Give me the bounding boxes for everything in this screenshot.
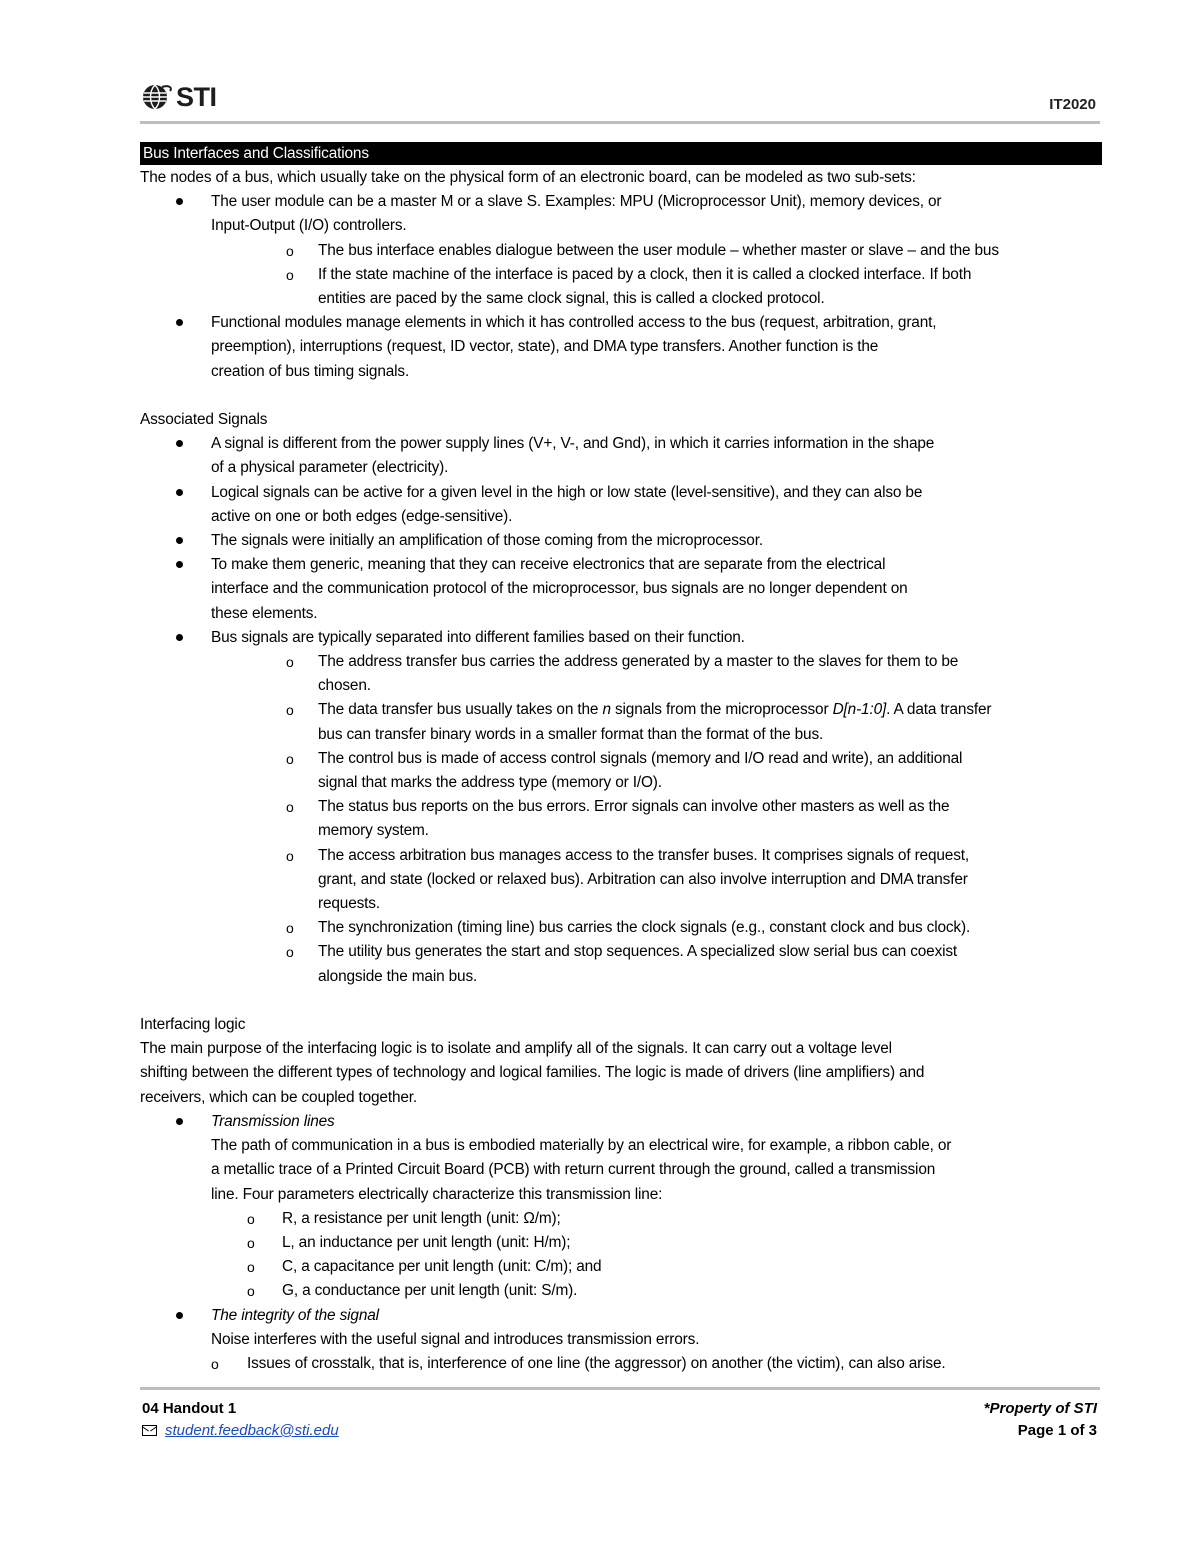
list-item	[140, 529, 1102, 553]
sub-list-item-text: chosen.	[318, 677, 371, 695]
course-code: IT2020	[1049, 96, 1096, 113]
list-item-text: line. Four parameters electrically characterize this transmission line:	[211, 1185, 663, 1203]
list-item	[140, 553, 1102, 626]
section-heading-bus-interfaces: Bus Interfaces and Classifications	[140, 142, 1102, 165]
page-header	[140, 80, 1100, 124]
sub-list-item	[211, 698, 1102, 746]
sub-list-item	[211, 1207, 1102, 1231]
hollow-bullet-icon: o	[286, 654, 294, 671]
list-item	[140, 481, 1102, 529]
list-item	[140, 1110, 1102, 1304]
bullet-icon	[176, 537, 183, 544]
sub-list-item-text: The address transfer bus carries the address generated by a master to the slaves for them to be	[318, 653, 959, 671]
footer-right	[984, 1398, 1097, 1442]
hollow-bullet-icon: o	[286, 266, 294, 283]
list-item-text: The user module can be a master M or a slave S. Examples: MPU (Microprocessor Unit), memory devices, or	[211, 193, 942, 211]
sub-list-item	[211, 940, 1102, 988]
hollow-bullet-icon: o	[247, 1210, 255, 1227]
list-item-text: interface and the communication protocol of the microprocessor, bus signals are no longer dependent on	[211, 580, 908, 598]
hollow-bullet-icon: o	[247, 1259, 255, 1276]
sub-list-item	[211, 747, 1102, 795]
handout-label: 04 Handout 1	[142, 1400, 237, 1417]
list-item-text: Functional modules manage elements in which it has controlled access to the bus (request, arbitration, grant,	[211, 314, 937, 332]
feedback-email-link[interactable]: student.feedback@sti.edu	[165, 1422, 339, 1439]
list-item-title: The integrity of the signal	[211, 1306, 379, 1324]
list-item	[140, 311, 1102, 384]
list-item-title: Transmission lines	[211, 1112, 335, 1130]
sub-list-item-text: memory system.	[318, 822, 429, 840]
sub-list-item	[211, 916, 1102, 940]
list-item-text: active on one or both edges (edge-sensitive).	[211, 507, 513, 525]
paragraph-line: shifting between the different types of technology and logical families. The logic is made of drivers (line amplifiers) and	[140, 1064, 925, 1082]
paragraph-line: receivers, which can be coupled together.	[140, 1088, 418, 1106]
sub-list-item-text: alongside the main bus.	[318, 967, 478, 985]
list-item-text: A signal is different from the power supply lines (V+, V-, and Gnd), in which it carries information in the shape	[211, 435, 935, 453]
sub-list-item	[211, 263, 1102, 311]
hollow-bullet-icon: o	[247, 1283, 255, 1300]
hollow-bullet-icon: o	[286, 920, 294, 937]
list-item-text: Noise interferes with the useful signal and introduces transmission errors.	[211, 1330, 700, 1348]
sub-list-item-text: bus can transfer binary words in a smaller format than the format of the bus.	[318, 725, 824, 743]
sub-list-item	[211, 1279, 1102, 1303]
list-item-text: Bus signals are typically separated into different families based on their function.	[211, 628, 745, 646]
sub-list-item-text: The control bus is made of access control signals (memory and I/O read and write), an additional	[318, 749, 963, 767]
sub-list-item	[211, 844, 1102, 917]
sub-list-item	[211, 1352, 1102, 1376]
sub-list-item	[211, 1255, 1102, 1279]
sub-list-item	[211, 795, 1102, 843]
section-heading-interfacing-logic: Interfacing logic	[140, 1016, 246, 1034]
bullet-icon	[176, 1118, 183, 1125]
sub-list-item	[211, 650, 1102, 698]
sub-list-item-text: R, a resistance per unit length (unit: Ω/m);	[282, 1209, 561, 1227]
sub-list-item	[211, 239, 1102, 263]
bullet-icon	[176, 489, 183, 496]
bullet-icon	[176, 561, 183, 568]
logo-text: STI	[176, 82, 217, 112]
sub-list-item-text: entities are paced by the same clock signal, this is called a clocked protocol.	[318, 290, 825, 308]
sub-list-item-text: The status bus reports on the bus errors. Error signals can involve other masters as well as the	[318, 798, 950, 816]
list-item-text: these elements.	[211, 604, 318, 622]
bullet-icon	[176, 634, 183, 641]
hollow-bullet-icon: o	[211, 1355, 219, 1372]
section1-list	[140, 190, 1102, 384]
document-body	[140, 142, 1102, 1376]
list-item-text: preemption), interruptions (request, ID vector, state), and DMA type transfers. Another function is the	[211, 338, 879, 356]
page-number: Page 1 of 3	[1017, 1422, 1097, 1439]
list-item-text: Input-Output (I/O) controllers.	[211, 217, 407, 235]
sub-list-item-text: The bus interface enables dialogue between the user module – whether master or slave – and the bus	[318, 241, 999, 259]
sti-logo	[140, 82, 217, 112]
list-item	[140, 190, 1102, 311]
hollow-bullet-icon: o	[286, 944, 294, 961]
sub-list-item-text: The synchronization (timing line) bus carries the clock signals (e.g., constant clock and bus clock).	[318, 919, 971, 937]
section3-list	[140, 1110, 1102, 1376]
section2-list	[140, 432, 1102, 989]
list-item	[140, 1304, 1102, 1377]
sub-list-item-text: Issues of crosstalk, that is, interference of one line (the aggressor) on another (the victim), can also arise.	[247, 1354, 946, 1372]
hollow-bullet-icon: o	[286, 702, 294, 719]
sub-list-item-text: C, a capacitance per unit length (unit: C/m); and	[282, 1258, 602, 1276]
bullet-icon	[176, 1312, 183, 1319]
hollow-bullet-icon: o	[286, 242, 294, 259]
footer-rule	[140, 1387, 1100, 1390]
list-item-text: creation of bus timing signals.	[211, 362, 410, 380]
sub-list-item-text: G, a conductance per unit length (unit: S/m).	[282, 1282, 578, 1300]
sub-list-item-text: The utility bus generates the start and stop sequences. A specialized slow serial bus can coexist	[318, 943, 958, 961]
hollow-bullet-icon: o	[247, 1234, 255, 1251]
sub-list-item-text: The access arbitration bus manages access to the transfer buses. It comprises signals of request,	[318, 846, 969, 864]
bullet-icon	[176, 440, 183, 447]
section1-intro: The nodes of a bus, which usually take on the physical form of an electronic board, can be modeled as two sub-sets:	[140, 169, 916, 186]
paragraph-line: The main purpose of the interfacing logic is to isolate and amplify all of the signals. It can carry out a voltage level	[140, 1040, 892, 1058]
list-item-text: The signals were initially an amplification of those coming from the microprocessor.	[211, 532, 763, 550]
hollow-bullet-icon: o	[286, 847, 294, 864]
list-item	[140, 626, 1102, 989]
list-item-text: Logical signals can be active for a given level in the high or low state (level-sensitive), and they can also be	[211, 483, 923, 501]
globe-logo-icon	[140, 83, 174, 111]
sub-list-item-text: If the state machine of the interface is paced by a clock, then it is called a clocked interface. If both	[318, 265, 972, 283]
sub-list-item-text: requests.	[318, 895, 380, 913]
section-heading-associated-signals: Associated Signals	[140, 411, 268, 429]
sub-list-item	[211, 1231, 1102, 1255]
sub-list-item-text: grant, and state (locked or relaxed bus). Arbitration can also involve interruption and DMA transfer	[318, 870, 968, 888]
sub-list-item-text: The data transfer bus usually takes on the n signals from the microprocessor D[n-1:0]. A data transfer	[318, 701, 992, 719]
list-item-text: To make them generic, meaning that they can receive electronics that are separate from the electrical	[211, 556, 886, 574]
hollow-bullet-icon: o	[286, 750, 294, 767]
hollow-bullet-icon: o	[286, 799, 294, 816]
footer-left	[142, 1398, 339, 1442]
header-rule	[140, 121, 1100, 124]
envelope-icon	[142, 1425, 157, 1436]
list-item-text: a metallic trace of a Printed Circuit Board (PCB) with return current through the ground, called a transmission	[211, 1161, 936, 1179]
feedback-email-row	[142, 1420, 339, 1442]
list-item	[140, 432, 1102, 480]
property-label: *Property of STI	[983, 1400, 1097, 1417]
bullet-icon	[176, 319, 183, 326]
sub-list-item-text: signal that marks the address type (memory or I/O).	[318, 774, 662, 792]
list-item-text: The path of communication in a bus is embodied materially by an electrical wire, for example, a ribbon cable, or	[211, 1137, 952, 1155]
sub-list-item-text: L, an inductance per unit length (unit: H/m);	[282, 1233, 571, 1251]
bullet-icon	[176, 198, 183, 205]
list-item-text: of a physical parameter (electricity).	[211, 459, 449, 477]
